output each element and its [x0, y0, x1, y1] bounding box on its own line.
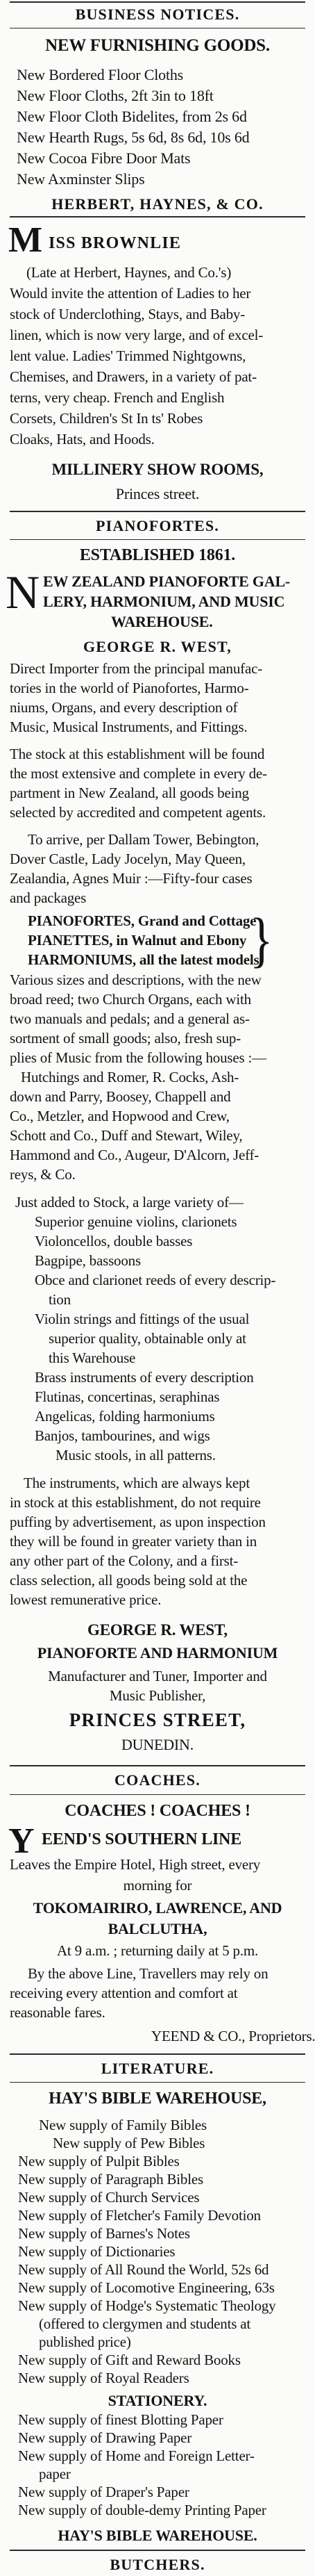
text-line: and packages — [10, 889, 87, 906]
text-line: PIANETTES, in Walnut and Ebony — [28, 932, 247, 949]
text-line: EEND'S SOUTHERN LINE — [42, 1830, 242, 1848]
text-line: New supply of Locomotive Engineering, 63s — [18, 2279, 275, 2296]
text-line: PIANOFORTES. — [95, 517, 220, 534]
rule — [10, 2550, 305, 2551]
text-line: New supply of Dictionaries — [18, 2243, 176, 2260]
text-line: Co., Metzler, and Hopwood and Crew, — [10, 1108, 230, 1124]
text-line: New Bordered Floor Cloths — [17, 66, 184, 83]
text-line: New supply of Home and Foreign Letter- — [18, 2447, 255, 2464]
text-line: Y — [8, 1821, 35, 1861]
text-line: Hutchings and Romer, R. Cocks, Ash- — [21, 1069, 239, 1085]
text-line: BUSINESS NOTICES. — [75, 6, 240, 23]
text-line: sortment of small goods; also, fresh sup- — [10, 1030, 241, 1047]
text-line: in stock at this establishment, do not require — [10, 1494, 261, 1511]
text-line: Schott and Co., Duff and Stewart, Wiley, — [10, 1127, 243, 1144]
text-line: tion — [49, 1291, 71, 1308]
text-line: reasonable fares. — [10, 2004, 105, 2021]
text-line: Manufacturer and Tuner, Importer and — [48, 1668, 267, 1684]
text-line: ISS BROWNLIE — [49, 234, 182, 252]
text-line: To arrive, per Dallam Tower, Bebington, — [28, 831, 259, 848]
text-line: PRINCES STREET, — [69, 1709, 246, 1730]
text-line: the most extensive and complete in every de- — [10, 765, 267, 782]
text-line: HARMONIUMS, all the latest models — [28, 951, 259, 968]
text-line: STATIONERY. — [108, 2392, 207, 2409]
text-line: any other part of the Colony, and a first- — [10, 1552, 239, 1569]
text-line: Brass instruments of every description — [35, 1369, 254, 1386]
text-line: reys, & Co. — [10, 1166, 76, 1183]
text-line: broad reed; two Church Organs, each with — [10, 991, 251, 1008]
text-line: Chemises, and Drawers, in a variety of pat- — [10, 368, 257, 385]
text-line: Leaves the Empire Hotel, High street, every — [10, 1856, 261, 1873]
text-line: stock of Underclothing, Stays, and Baby- — [10, 306, 246, 322]
text-line: New supply of Fletcher's Family Devotion — [18, 2207, 261, 2224]
text-line: lowest remunerative price. — [10, 1591, 162, 1608]
text-line: Just added to Stock, a large variety of— — [15, 1194, 244, 1211]
text-line: superior quality, obtainable only at — [49, 1330, 246, 1347]
text-line: paper — [39, 2466, 71, 2482]
text-line: tories in the world of Pianofortes, Harmo- — [10, 680, 249, 696]
text-line: two manuals and pedals; and a general as- — [10, 1010, 250, 1027]
rule — [10, 2053, 305, 2055]
text-line: LITERATURE. — [101, 2060, 214, 2077]
text-line: New Floor Cloths, 2ft 3in to 18ft — [17, 87, 214, 104]
text-line: HAY'S BIBLE WAREHOUSE. — [58, 2527, 257, 2544]
text-line: COACHES. — [114, 1771, 201, 1789]
text-line: GEORGE R. WEST, — [83, 638, 232, 655]
text-line: they will be found in greater variety than in — [10, 1533, 257, 1550]
text-line: New supply of Gift and Reward Books — [18, 2352, 241, 2368]
text-line: The stock at this establishment will be found — [10, 746, 265, 762]
text-line: Would invite the attention of Ladies to her — [10, 285, 251, 302]
text-line: BALCLUTHA, — [108, 1920, 207, 1937]
text-line: New supply of Royal Readers — [18, 2370, 189, 2386]
text-line: Flutinas, concertinas, seraphinas — [35, 1388, 220, 1405]
rule — [10, 511, 305, 512]
text-line: WAREHOUSE. — [111, 613, 213, 630]
text-line: New supply of Paragraph Bibles — [18, 2171, 203, 2188]
text-line: New Axminster Slips — [17, 170, 145, 188]
text-line: (Late at Herbert, Haynes, and Co.'s) — [26, 264, 232, 281]
text-line: niums, Organs, and every description of — [10, 699, 238, 716]
text-line: Angelicas, folding harmoniums — [35, 1408, 215, 1425]
text-line: linen, which is now very large, and of excel- — [10, 327, 263, 343]
text-line: New supply of Family Bibles — [39, 2117, 207, 2133]
text-line: New supply of Pew Bibles — [53, 2135, 205, 2151]
text-line: M — [8, 220, 42, 260]
text-line: Princes street. — [115, 485, 200, 502]
text-line: New supply of finest Blotting Paper — [18, 2411, 223, 2428]
text-line: selected by accredited and competent agents. — [10, 804, 266, 821]
text-line: LERY, HARMONIUM, AND MUSIC — [43, 593, 285, 610]
text-line: Zealandia, Agnes Muir :—Fifty-four cases — [10, 870, 253, 887]
text-line: Bagpipe, bassoons — [35, 1252, 141, 1269]
text-line: New supply of Barnes's Notes — [18, 2225, 190, 2242]
text-line: New Cocoa Fibre Door Mats — [17, 149, 191, 167]
text-line: Direct Importer from the principal manufac- — [10, 660, 262, 677]
text-line: New supply of Pulpit Bibles — [18, 2153, 180, 2169]
text-line: Banjos, tambourines, and wigs — [35, 1427, 210, 1444]
rule — [10, 1, 305, 3]
text-line: NEW FURNISHING GOODS. — [45, 36, 270, 55]
rule — [10, 539, 305, 540]
text-line: PIANOFORTES, Grand and Cottage — [28, 912, 257, 929]
text-line: Music stools, in all patterns. — [56, 1447, 216, 1463]
text-line: Superior genuine violins, clarionets — [35, 1213, 237, 1230]
text-line: EW ZEALAND PIANOFORTE GAL- — [43, 573, 291, 590]
rule — [10, 216, 305, 218]
text-line: Dover Castle, Lady Jocelyn, May Queen, — [10, 851, 246, 867]
text-line: Obce and clarionet reeds of every descrip- — [35, 1272, 276, 1288]
text-line: Cloaks, Hats, and Hoods. — [10, 431, 155, 448]
text-line: down and Parry, Boosey, Chappell and — [10, 1088, 231, 1105]
text-line: New supply of double-demy Printing Paper — [18, 2502, 266, 2518]
text-line: Corsets, Children's St In ts' Robes — [10, 410, 203, 427]
text-line: HAY'S BIBLE WAREHOUSE, — [49, 2090, 266, 2108]
text-line: puffing by advertisement, as upon inspection — [10, 1513, 266, 1530]
rule — [10, 1765, 305, 1766]
text-line: New supply of Draper's Paper — [18, 2484, 189, 2500]
rule — [10, 1794, 305, 1795]
text-line: published price) — [39, 2333, 131, 2350]
text-line: (offered to clergymen and students at — [39, 2315, 250, 2332]
text-line: Various sizes and descriptions, with the new — [10, 971, 262, 988]
text-line: lent value. Ladies' Trimmed Nightgowns, — [10, 347, 246, 364]
text-line: New supply of Hodge's Systematic Theology — [18, 2297, 276, 2314]
text-line: Music Publisher, — [109, 1687, 206, 1704]
text-line: New supply of All Round the World, 52s 6d — [18, 2261, 269, 2278]
text-line: MILLINERY SHOW ROOMS, — [51, 461, 264, 478]
text-line: Violin strings and fittings of the usual — [35, 1311, 250, 1327]
text-line: TOKOMAIRIRO, LAWRENCE, AND — [33, 1899, 282, 1917]
text-line: this Warehouse — [49, 1349, 136, 1366]
brace-mark: } — [250, 907, 273, 974]
text-line: plies of Music from the following houses :— — [10, 1049, 266, 1066]
rule — [10, 2082, 305, 2083]
text-line: COACHES ! COACHES ! — [65, 1802, 250, 1820]
text-line: The instruments, which are always kept — [24, 1475, 250, 1491]
text-line: At 9 a.m. ; returning daily at 5 p.m. — [56, 1942, 259, 1959]
text-line: receiving every attention and comfort at — [10, 1985, 238, 2001]
text-line: partment in New Zealand, all goods being — [10, 785, 249, 801]
text-line: New Hearth Rugs, 5s 6d, 8s 6d, 10s 6d — [17, 129, 250, 146]
text-line: New supply of Drawing Paper — [18, 2429, 192, 2446]
text-line: class selection, all goods being sold at the — [10, 1572, 248, 1589]
text-line: morning for — [123, 1877, 192, 1894]
text-line: BUTCHERS. — [110, 2556, 205, 2573]
text-line: N — [6, 566, 40, 618]
text-line: GEORGE R. WEST, — [87, 1621, 228, 1639]
text-line: Violoncellos, double basses — [35, 1233, 193, 1249]
text-line: By the above Line, Travellers may rely on — [28, 1965, 269, 1982]
text-line: New supply of Church Services — [18, 2189, 200, 2206]
text-line: HERBERT, HAYNES, & CO. — [51, 195, 264, 213]
text-line: terns, very cheap. French and English — [10, 389, 225, 406]
text-line: Music, Musical Instruments, and Fittings. — [10, 719, 248, 735]
text-line: PIANOFORTE AND HARMONIUM — [37, 1644, 278, 1662]
text-line: New Floor Cloth Bidelites, from 2s 6d — [17, 108, 247, 125]
text-line: DUNEDIN. — [121, 1736, 194, 1753]
text-line: YEEND & CO., Proprietors. — [151, 2028, 315, 2044]
text-line: ESTABLISHED 1861. — [79, 546, 236, 564]
text-line: Hammond and Co., Augeur, D'Alcorn, Jeff- — [10, 1147, 259, 1163]
